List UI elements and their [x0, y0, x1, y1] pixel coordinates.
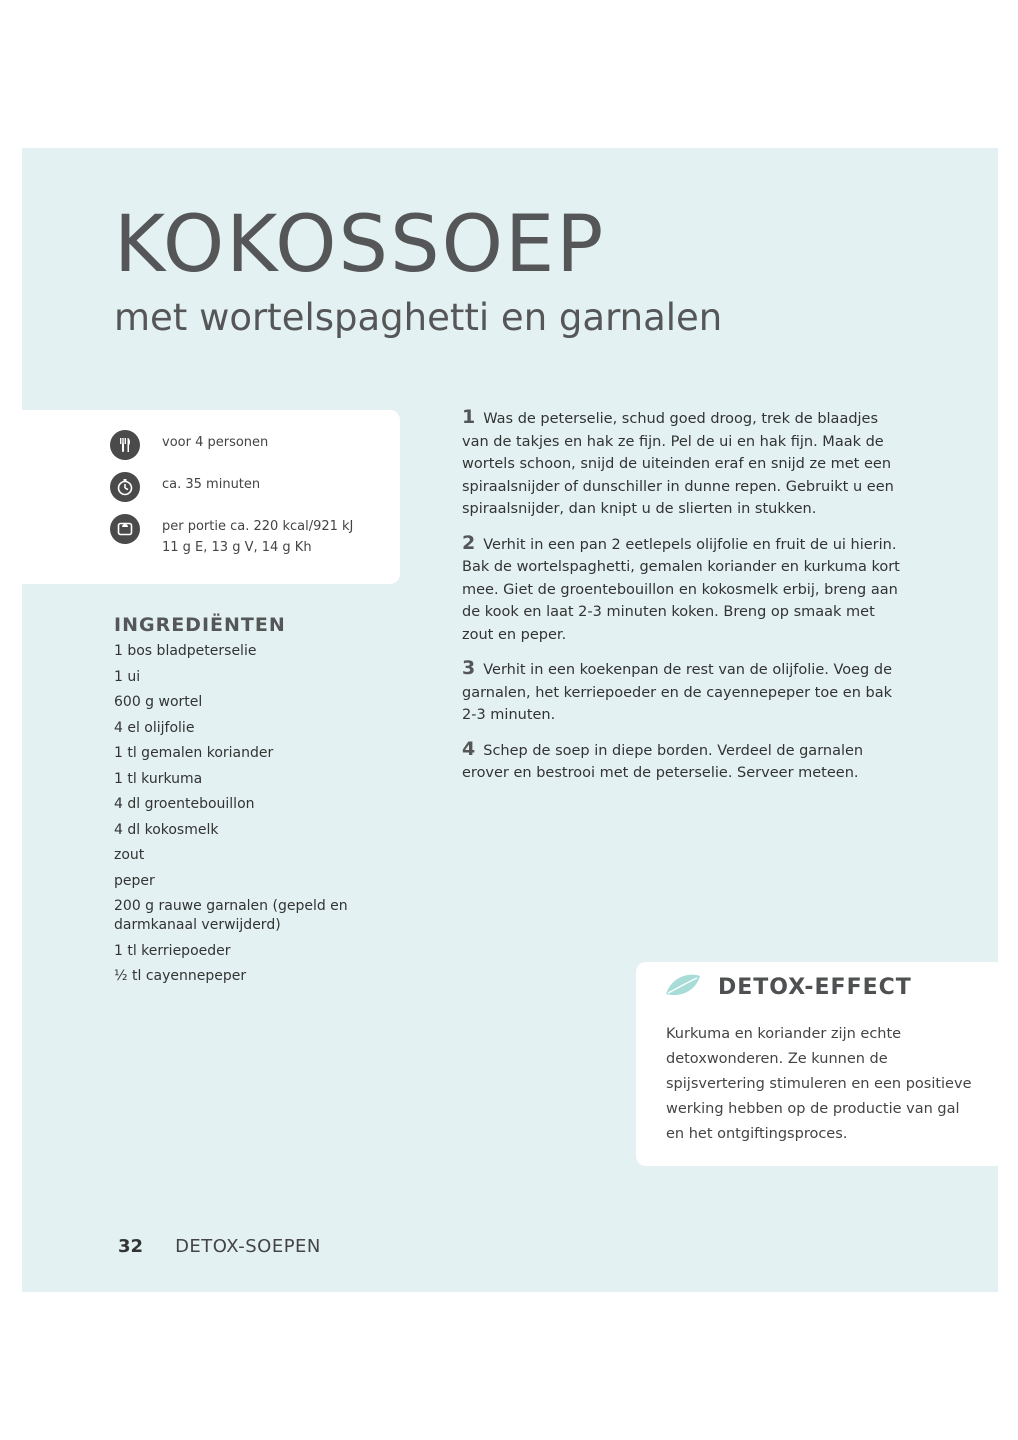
nutrition-macros: 11 g E, 13 g V, 14 g Kh	[162, 540, 312, 555]
step-number: 1	[462, 406, 476, 428]
nutrition-row	[110, 514, 353, 558]
ingredient-item: 4 dl groentebouillon	[114, 796, 255, 812]
preparation-steps	[462, 406, 902, 796]
step-number: 2	[462, 531, 476, 554]
step-number: 3	[462, 657, 476, 679]
nutrition-energy: per portie ca. 220 kcal/921 kJ	[162, 519, 354, 534]
servings-row	[110, 430, 268, 460]
servings-text: voor 4 personen	[162, 435, 269, 450]
step-text: Verhit in een pan 2 eetlepels olijfolie en fruit de ui hierin. Bak de wortelspaghetti, gemalen koriander en kurkuma kort mee. Giet de groentebouillon en kokosmelk erbij, breng aan de kook en laat 2-3 minuten koken. Breng op smaak met zout en peper.	[462, 536, 900, 643]
step-3	[462, 657, 902, 727]
ingredient-item: 4 el olijfolie	[114, 719, 195, 736]
recipe-info-box	[22, 410, 400, 584]
ingredients-section	[114, 614, 414, 993]
ingredient-item: 1 tl kerriepoeder	[114, 942, 231, 959]
scale-icon	[110, 514, 140, 544]
ingredient-item: 1 tl gemalen koriander	[114, 745, 274, 761]
time-text: ca. 35 minuten	[162, 477, 261, 492]
detox-body: Kurkuma en koriander zijn echte detoxwonderen. Ze kunnen de spijsvertering stimuleren en een positieve werking hebben op de productie van gal en het ontgiftingsproces.	[666, 1026, 972, 1142]
ingredient-item: 1 ui	[114, 668, 141, 685]
ingredients-list	[114, 642, 414, 986]
stopwatch-icon	[110, 472, 140, 502]
ingredient-item: 1 tl kurkuma	[114, 770, 203, 787]
step-text: Schep de soep in diepe borden. Verdeel de garnalen erover en bestrooi met de peterselie. Serveer meteen.	[462, 742, 864, 781]
ingredient-item: ½ tl cayennepeper	[114, 968, 247, 984]
step-number: 4	[462, 737, 476, 760]
ingredient-item: 200 g rauwe garnalen (gepeld en darmkanaal verwijderd)	[114, 898, 348, 933]
ingredient-item: 1 bos bladpeterselie	[114, 643, 257, 659]
section-name: DETOX-SOEPEN	[175, 1236, 321, 1257]
ingredient-item: 4 dl kokosmelk	[114, 821, 219, 838]
step-2	[462, 532, 902, 647]
step-4	[462, 738, 902, 785]
step-text: Verhit in een koekenpan de rest van de olijfolie. Voeg de garnalen, het kerriepoeder en de cayennepeper toe en bak 2-3 minuten.	[462, 662, 892, 723]
leaf-icon	[664, 972, 702, 1002]
ingredient-item: 600 g wortel	[114, 694, 203, 710]
time-row	[110, 472, 260, 502]
step-text: Was de peterselie, schud goed droog, trek de blaadjes van de takjes en hak ze fijn. Pel de ui en hak fijn. Maak de wortels schoon, snijd de uiteinden eraf en snijd ze met een spiraalsnijder of dunschiller in dunne repen. Gebruikt u een spiraalsnijder, dan knipt u de slierten in stukken.	[462, 411, 894, 517]
ingredients-heading: INGREDIËNTEN	[114, 614, 286, 636]
ingredient-item: peper	[114, 872, 155, 889]
step-1	[462, 406, 902, 521]
recipe-subtitle: met wortelspaghetti en garnalen	[114, 296, 723, 339]
detox-title: DETOX-EFFECT	[718, 974, 912, 1000]
cutlery-icon	[110, 430, 140, 460]
page-number: 32	[118, 1236, 144, 1257]
ingredient-item: zout	[114, 847, 145, 863]
recipe-title: KOKOSSOEP	[114, 200, 606, 290]
nutrition-text	[162, 514, 353, 558]
detox-effect-box	[636, 962, 998, 1166]
detox-header	[664, 972, 912, 1002]
recipe-page	[22, 148, 998, 1292]
page-footer	[118, 1236, 321, 1257]
